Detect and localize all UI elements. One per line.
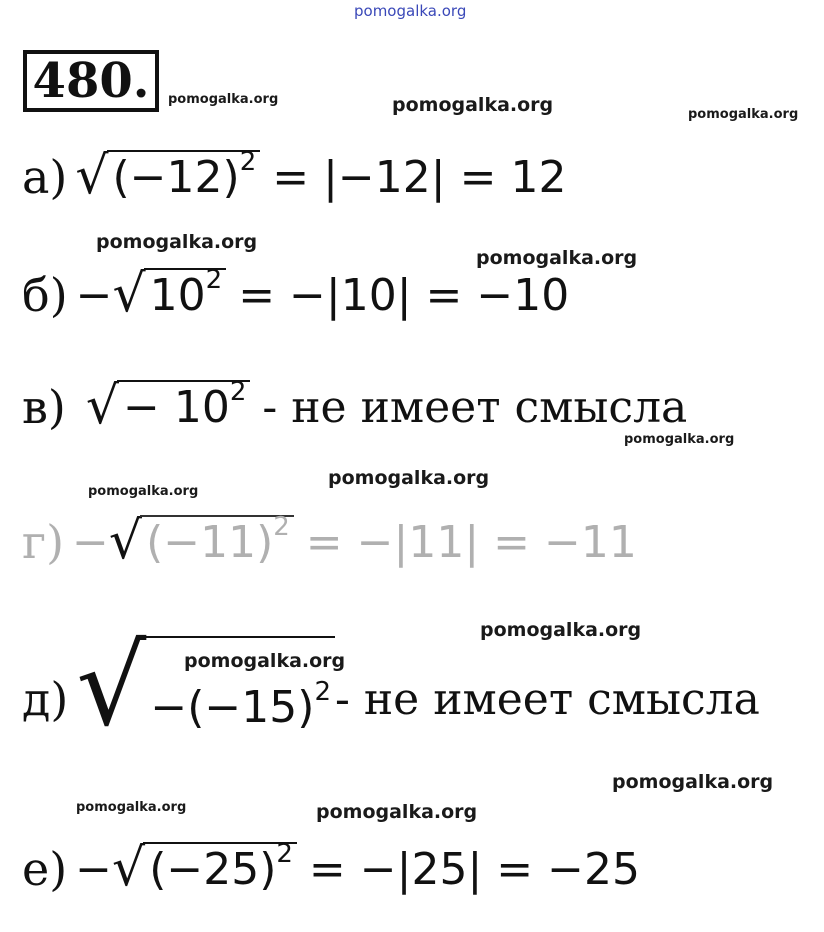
watermark: pomogalka.org bbox=[476, 247, 638, 269]
line-b bbox=[22, 264, 570, 325]
radicand-v: − $10^2$ bbox=[117, 380, 250, 430]
radicand-d: $-(-15)^2$ bbox=[144, 636, 335, 730]
watermark: pomogalka.org bbox=[480, 619, 642, 641]
watermark: pomogalka.org bbox=[76, 800, 187, 815]
label-v: в) bbox=[22, 380, 66, 434]
radical-sign-icon: √ bbox=[76, 622, 147, 750]
radicand-e: $(-25)^2$ bbox=[143, 842, 297, 892]
radical-sign-icon: √ bbox=[112, 838, 146, 899]
label-e: е) bbox=[22, 842, 68, 896]
line-a bbox=[22, 146, 567, 207]
watermark: pomogalka.org bbox=[328, 467, 490, 489]
watermark: pomogalka.org bbox=[624, 432, 735, 447]
radicand-g: $(-11)^2$ bbox=[140, 515, 294, 565]
watermark-top: pomogalka.org bbox=[354, 2, 467, 20]
watermark: pomogalka.org bbox=[612, 771, 774, 793]
result-g: = −|11| = −11 bbox=[305, 517, 637, 568]
watermark: pomogalka.org bbox=[688, 107, 799, 122]
label-g: г) bbox=[22, 515, 65, 569]
radical-sign-icon: √ bbox=[112, 264, 146, 325]
radical-a bbox=[75, 146, 260, 207]
radical-sign-icon: √ bbox=[108, 511, 143, 572]
result-b: = −|10| = −10 bbox=[238, 270, 570, 321]
radical-b bbox=[112, 264, 227, 325]
sign-e: − bbox=[75, 844, 113, 895]
label-b: б) bbox=[22, 268, 68, 322]
radicand-a: $(-12)^2$ bbox=[107, 150, 261, 200]
watermark: pomogalka.org bbox=[184, 650, 346, 672]
label-a: а) bbox=[22, 150, 68, 204]
sign-b: − bbox=[75, 270, 113, 321]
radicand-b: $10^2$ bbox=[144, 268, 227, 318]
radical-sign-icon: √ bbox=[75, 146, 109, 207]
radical-e bbox=[112, 838, 297, 899]
line-v bbox=[22, 376, 688, 437]
result-v: - не имеет смысла bbox=[262, 382, 688, 433]
line-g bbox=[22, 511, 637, 572]
watermark: pomogalka.org bbox=[168, 92, 279, 107]
result-e: = −|25| = −25 bbox=[308, 844, 640, 895]
label-d: д) bbox=[22, 672, 69, 726]
radical-g bbox=[108, 511, 294, 572]
problem-number: 480. bbox=[23, 50, 159, 112]
watermark: pomogalka.org bbox=[316, 801, 478, 823]
sign-g: − bbox=[72, 517, 109, 568]
radical-sign-icon: √ bbox=[85, 376, 119, 437]
result-d: - не имеет смысла bbox=[334, 674, 760, 725]
result-a: = |−12| = 12 bbox=[272, 152, 567, 203]
watermark: pomogalka.org bbox=[88, 484, 199, 499]
line-e bbox=[22, 838, 640, 899]
watermark: pomogalka.org bbox=[96, 231, 258, 253]
radical-d bbox=[76, 622, 335, 750]
radical-v bbox=[85, 376, 251, 437]
watermark: pomogalka.org bbox=[392, 94, 554, 116]
